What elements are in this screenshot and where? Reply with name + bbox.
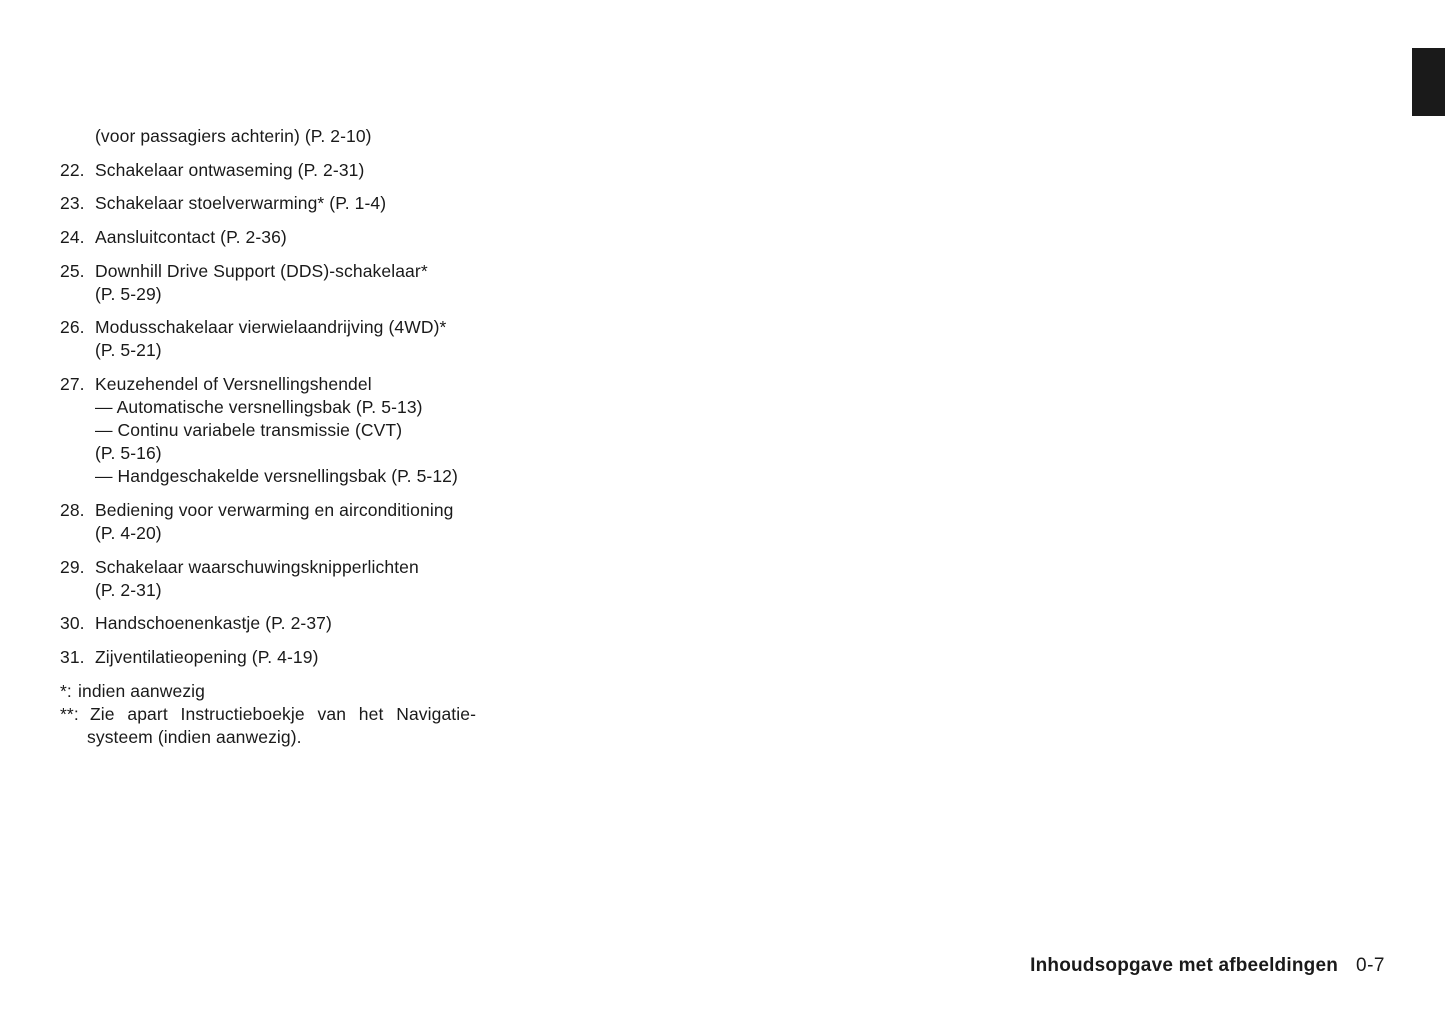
item-text: Zijventilatieopening (P. 4-19) xyxy=(95,647,319,667)
index-list-column xyxy=(0,0,520,800)
item-text: Keuzehendel of Versnellingshendel xyxy=(95,374,372,394)
footnote-text: Zie apart Instructieboekje van het Navigatie- xyxy=(90,704,476,724)
item-number: 24. xyxy=(60,227,85,247)
item-text: Handschoenenkastje (P. 2-37) xyxy=(95,613,332,633)
item-number: 22. xyxy=(60,160,85,180)
item-number: 28. xyxy=(60,500,85,520)
item-number: 23. xyxy=(60,193,85,213)
item-number: 29. xyxy=(60,557,85,577)
item-page-ref: (P. 2-31) xyxy=(95,580,162,600)
chapter-edge-tab xyxy=(1412,48,1445,116)
item-subline: — Continu variabele transmissie (CVT) xyxy=(95,420,403,440)
item-text: Schakelaar waarschuwingsknipperlichten xyxy=(95,557,419,577)
item-number: 30. xyxy=(60,613,85,633)
item-page-ref: (P. 4-20) xyxy=(95,523,162,543)
item-subline: — Handgeschakelde versnellingsbak (P. 5-12) xyxy=(95,466,458,486)
item-text: Bediening voor verwarming en airconditioning xyxy=(95,500,454,520)
item-number: 25. xyxy=(60,261,85,281)
page-number: 0-7 xyxy=(1356,955,1385,976)
item-text: Modusschakelaar vierwielaandrijving (4WD)* xyxy=(95,317,447,337)
item-page-ref: (P. 5-21) xyxy=(95,340,162,360)
item-text: Schakelaar ontwaseming (P. 2-31) xyxy=(95,160,365,180)
item-text: Aansluitcontact (P. 2-36) xyxy=(95,227,287,247)
footnote-text: systeem (indien aanwezig). xyxy=(87,727,302,747)
continuation-line: (voor passagiers achterin) (P. 2-10) xyxy=(95,126,372,146)
page-footer xyxy=(1030,955,1385,977)
footnote-mark: *: xyxy=(60,681,72,701)
item-text: Schakelaar stoelverwarming* (P. 1-4) xyxy=(95,193,387,213)
item-number: 31. xyxy=(60,647,85,667)
item-subline: (P. 5-16) xyxy=(95,443,162,463)
section-title: Inhoudsopgave met afbeeldingen xyxy=(1030,955,1339,976)
item-page-ref: (P. 5-29) xyxy=(95,284,162,304)
footnote-mark: **: xyxy=(60,704,79,724)
item-subline: — Automatische versnellingsbak (P. 5-13) xyxy=(95,397,423,417)
item-text: Downhill Drive Support (DDS)-schakelaar* xyxy=(95,261,428,281)
item-number: 26. xyxy=(60,317,85,337)
footnote-text: indien aanwezig xyxy=(78,681,206,701)
item-number: 27. xyxy=(60,374,85,394)
